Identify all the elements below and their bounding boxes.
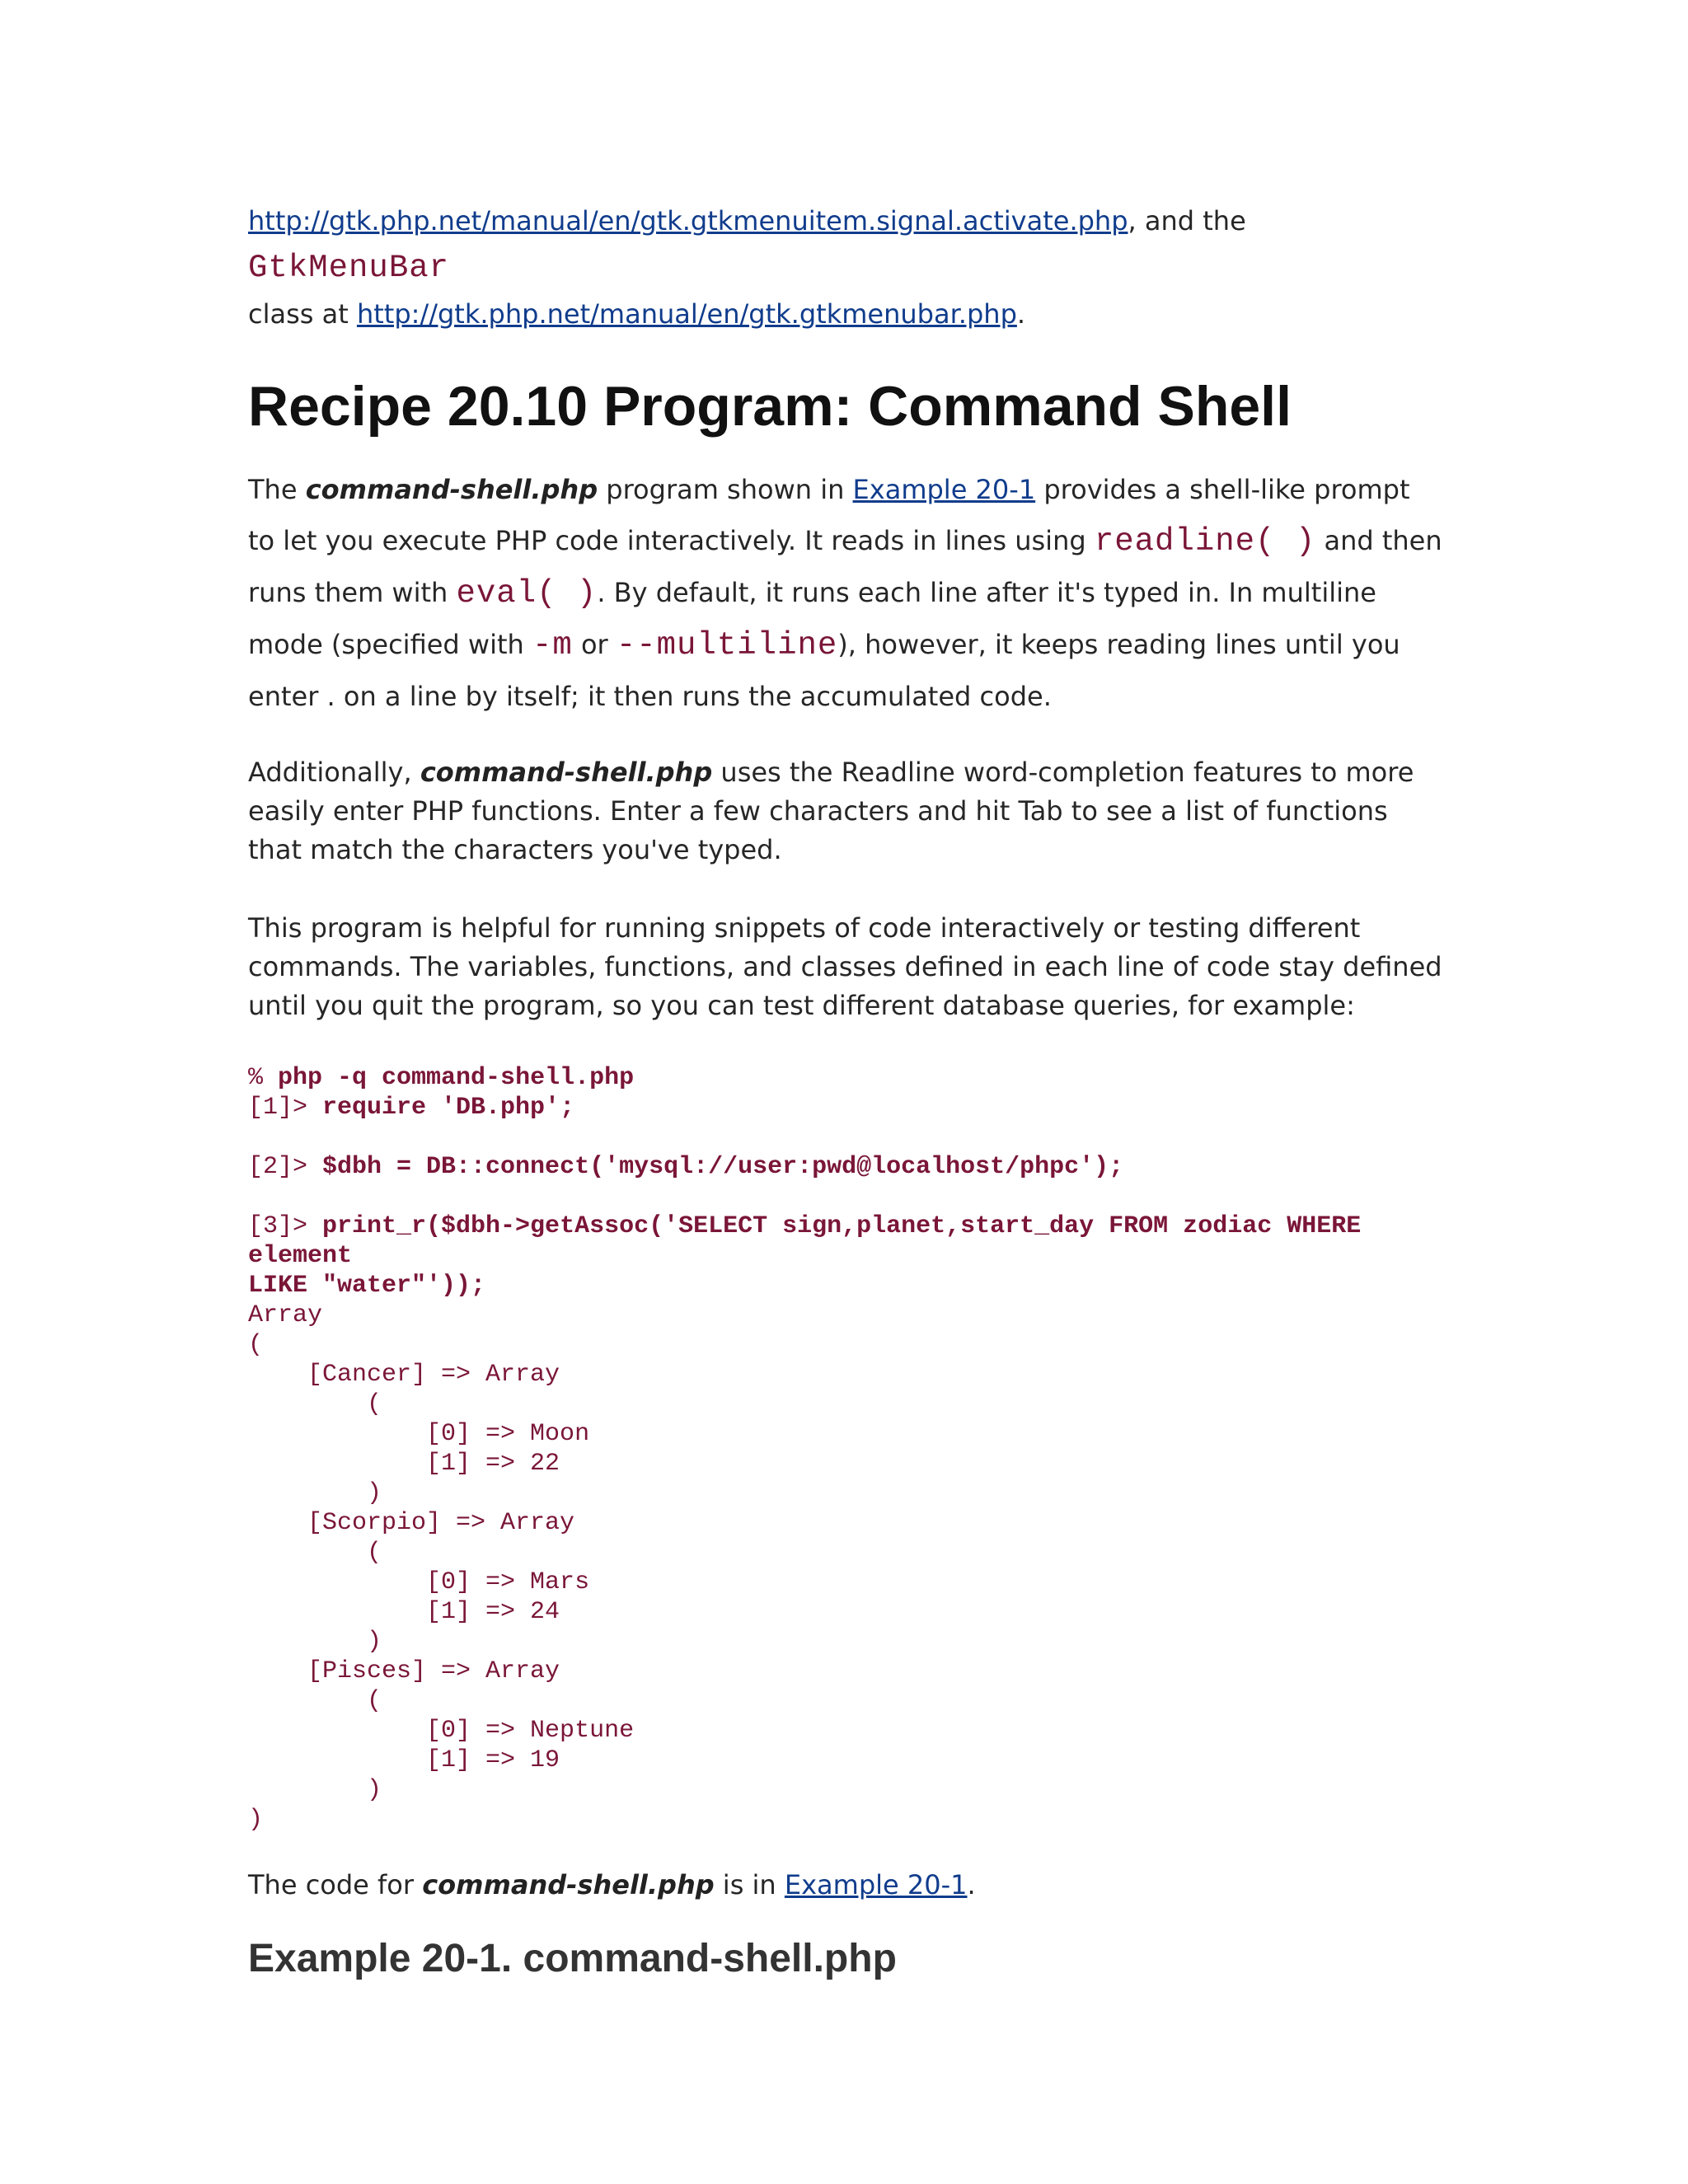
intro-text: . [1016, 298, 1026, 330]
para-text: The [248, 474, 306, 505]
para-text: . By default, it runs each line after it's typed in. In multiline mode (specified with [248, 577, 1376, 660]
console-command: require 'DB.php'; [322, 1094, 575, 1122]
filename: command-shell.php [422, 1869, 715, 1900]
eval-code: eval( ) [456, 575, 598, 612]
readline-code: readline( ) [1094, 523, 1316, 560]
multiline-option-code: --multiline [616, 627, 838, 663]
console-output: Array ( [Cancer] => Array ( [0] => Moon [1] => 22 ) [Scorpio] => Array ( [0] => Mars [1] => 24 ) [Pisces] => Array ( [0] => Neptune [1] => 19 ) ) [248, 1301, 635, 1834]
para-text: provides a shell-like prompt to let you execute PHP code interactively. It reads in lines using [248, 474, 1410, 556]
intro-paragraph [248, 198, 1443, 337]
console-session [248, 1063, 1443, 1835]
usage-paragraph: This program is helpful for running snippets of code interactively or testing different commands. The variables, functions, and classes defined in each line of code stay defined until you quit the program, so you can test different database queries, for example: [248, 912, 1442, 1021]
filename: command-shell.php [420, 757, 713, 788]
para-text: ), however, it keeps reading lines until you enter . on a line by itself; it then runs the accumulated code. [248, 629, 1400, 712]
para-text: program shown in [598, 474, 853, 505]
gtkmenubar-link[interactable]: http://gtk.php.net/manual/en/gtk.gtkmenubar.php [356, 298, 1017, 330]
console-command: php -q command-shell.php [278, 1064, 635, 1092]
gtkmenuitem-activate-link[interactable]: http://gtk.php.net/manual/en/gtk.gtkmenuitem.signal.activate.php [248, 205, 1128, 237]
example-heading: Example 20-1. command-shell.php [248, 1937, 897, 1980]
intro-text: class at [248, 298, 357, 330]
console-prompt: [1]> [248, 1094, 323, 1122]
document-body [248, 198, 1443, 1984]
m-option-code: -m [532, 627, 573, 663]
code-reference-paragraph [248, 1866, 1443, 1905]
para-text: . [967, 1869, 976, 1900]
example-20-1-link[interactable]: Example 20-1 [852, 474, 1036, 505]
recipe-title: Recipe 20.10 Program: Command Shell [248, 375, 1292, 438]
filename: command-shell.php [305, 474, 598, 505]
para-text: and then runs them with [248, 525, 1442, 608]
para-text: The code for [248, 1869, 423, 1900]
example-20-1-link[interactable]: Example 20-1 [784, 1869, 968, 1900]
console-command: $dbh = DB::connect('mysql://user:pwd@localhost/phpc'); [322, 1153, 1124, 1181]
description-paragraph [248, 464, 1443, 722]
para-text: Additionally, [248, 757, 420, 788]
console-command: print_r($dbh->getAssoc('SELECT sign,planet,start_day FROM zodiac WHERE element LIKE "water"')); [248, 1212, 1362, 1300]
console-prompt: [2]> [248, 1153, 323, 1181]
console-prompt: [3]> [248, 1212, 323, 1240]
console-prompt: % [248, 1064, 279, 1092]
gtkmenubar-code: GtkMenuBar [248, 250, 450, 286]
para-text: is in [714, 1869, 785, 1900]
para-text: or [572, 629, 617, 660]
readline-paragraph [248, 753, 1443, 869]
intro-text: , and the [1128, 205, 1246, 237]
para-text: uses the Readline word-completion features to more easily enter PHP functions. Enter a few characters and hit Tab to see a list of functions that match the characters you've typed. [248, 757, 1414, 865]
